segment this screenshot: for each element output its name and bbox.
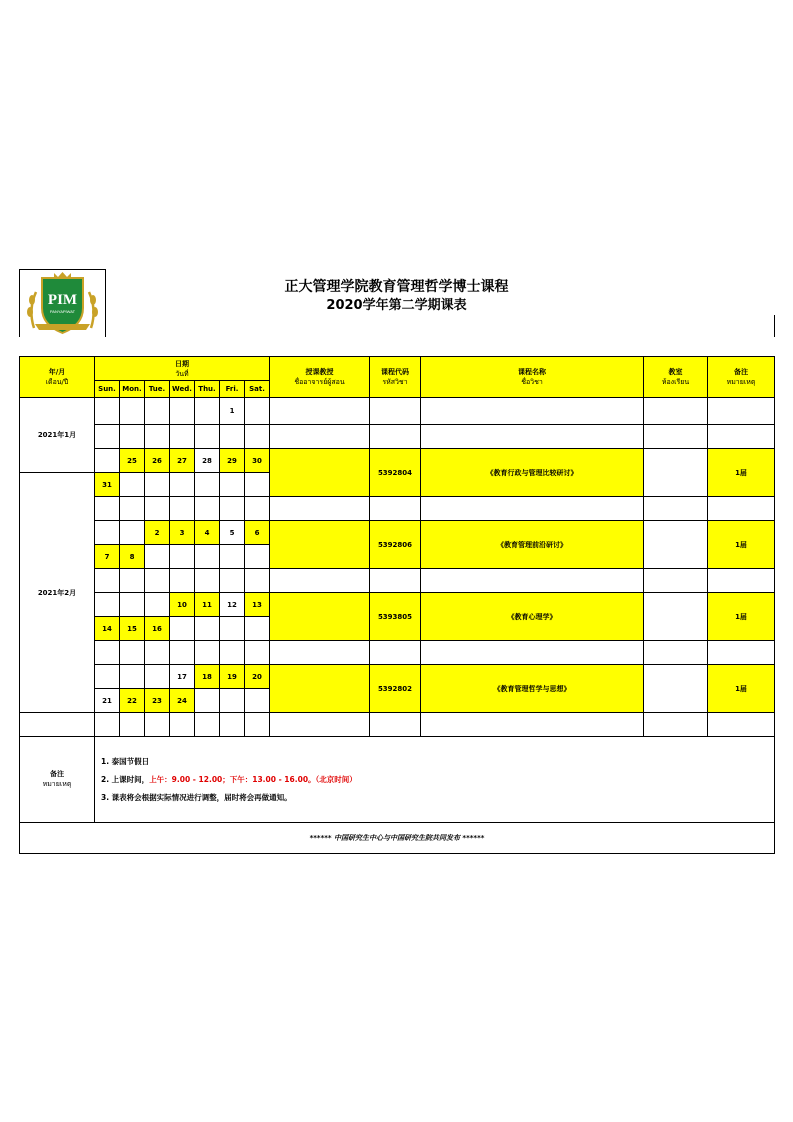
note-item-2: 2. 上课时间，上午：9.00 - 12.00；下午：13.00 - 16.00。（北京时间） — [101, 775, 357, 784]
day-cell — [170, 617, 195, 641]
day-cell: 27 — [170, 449, 195, 473]
day-cell: 2 — [145, 521, 170, 545]
day-cell — [245, 398, 270, 425]
day-header: Sat. — [245, 381, 270, 398]
day-cell: 13 — [245, 593, 270, 617]
table-row — [20, 593, 775, 617]
class-time: 上午：9.00 - 12.00；下午：13.00 - 16.00。（北京时间） — [149, 775, 357, 784]
day-cell — [120, 593, 145, 617]
day-cell — [95, 641, 120, 665]
page-title: 正大管理学院教育管理哲学博士课程 — [284, 279, 509, 295]
course-name: 《教育行政与管理比较研讨》 — [421, 449, 644, 497]
day-cell — [95, 665, 120, 689]
day-cell: 20 — [245, 665, 270, 689]
course-code: 5392806 — [370, 521, 421, 569]
room-cell — [644, 521, 708, 569]
day-header: Thu. — [195, 381, 220, 398]
day-cell — [95, 713, 120, 737]
day-cell — [220, 425, 245, 449]
day-cell — [145, 425, 170, 449]
day-cell: 19 — [220, 665, 245, 689]
day-cell: 22 — [120, 689, 145, 713]
note-item-3: 3. 课表将会根据实际情况进行调整，届时将会再做通知。 — [101, 793, 292, 802]
day-cell — [245, 689, 270, 713]
footer-text: ****** 中国研究生中心与中国研究生院共同发布 ****** — [20, 823, 775, 854]
day-cell — [95, 569, 120, 593]
course-remark: 1届 — [708, 593, 775, 641]
day-cell: 18 — [195, 665, 220, 689]
day-cell: 8 — [120, 545, 145, 569]
day-cell: 4 — [195, 521, 220, 545]
month-feb: 2021年2月 — [20, 473, 95, 713]
day-cell — [120, 713, 145, 737]
day-cell — [120, 473, 145, 497]
day-header: Fri. — [220, 381, 245, 398]
table-row — [20, 521, 775, 545]
day-cell — [220, 713, 245, 737]
day-cell — [195, 545, 220, 569]
day-cell: 12 — [220, 593, 245, 617]
empty-month-cell — [20, 713, 95, 737]
room-cell — [644, 449, 708, 497]
day-cell — [220, 617, 245, 641]
day-cell — [170, 545, 195, 569]
course-name: 《教育心理学》 — [421, 593, 644, 641]
room-cell — [644, 665, 708, 713]
day-cell — [120, 425, 145, 449]
day-cell: 1 — [220, 398, 245, 425]
day-cell: 30 — [245, 449, 270, 473]
notes-content — [95, 737, 775, 823]
day-cell — [170, 425, 195, 449]
day-cell — [195, 713, 220, 737]
day-cell — [170, 473, 195, 497]
day-cell — [95, 521, 120, 545]
day-cell: 10 — [170, 593, 195, 617]
day-cell — [145, 665, 170, 689]
table-row — [20, 665, 775, 689]
day-cell: 16 — [145, 617, 170, 641]
course-code: 5392802 — [370, 665, 421, 713]
day-cell — [245, 473, 270, 497]
day-cell — [220, 641, 245, 665]
day-cell — [245, 713, 270, 737]
day-cell — [195, 425, 220, 449]
col-course: 课程名称 ชื่อวิชา — [421, 357, 644, 398]
table-row — [20, 398, 775, 425]
table-row — [20, 713, 775, 737]
day-cell — [145, 713, 170, 737]
col-date: 日期 วันที่ — [95, 357, 270, 381]
day-cell: 26 — [145, 449, 170, 473]
col-room: 教室 ห้องเรียน — [644, 357, 708, 398]
day-cell — [170, 569, 195, 593]
day-cell: 29 — [220, 449, 245, 473]
day-cell — [220, 569, 245, 593]
day-cell: 28 — [195, 449, 220, 473]
day-header: Tue. — [145, 381, 170, 398]
day-cell — [145, 593, 170, 617]
day-cell — [145, 497, 170, 521]
day-cell — [120, 665, 145, 689]
day-cell — [195, 473, 220, 497]
day-cell — [95, 593, 120, 617]
day-cell — [245, 569, 270, 593]
day-header: Mon. — [120, 381, 145, 398]
month-jan: 2021年1月 — [20, 398, 95, 473]
day-cell — [220, 689, 245, 713]
day-cell: 3 — [170, 521, 195, 545]
logo-subtext: PANYAPIWAT — [49, 309, 76, 314]
day-cell — [220, 545, 245, 569]
day-cell — [195, 398, 220, 425]
day-cell — [120, 521, 145, 545]
day-cell — [170, 497, 195, 521]
header-right-line — [774, 315, 775, 337]
day-cell: 25 — [120, 449, 145, 473]
course-remark: 1届 — [708, 449, 775, 497]
day-cell: 15 — [120, 617, 145, 641]
logo-text: PIM — [47, 292, 78, 308]
table-row — [20, 449, 775, 473]
day-cell: 7 — [95, 545, 120, 569]
day-cell — [220, 473, 245, 497]
table-row — [20, 425, 775, 449]
day-cell — [145, 473, 170, 497]
note-item-1: 1. 泰国节假日 — [101, 757, 150, 766]
day-cell — [245, 617, 270, 641]
day-cell: 6 — [245, 521, 270, 545]
course-name: 《教育管理哲学与思想》 — [421, 665, 644, 713]
day-cell: 31 — [95, 473, 120, 497]
schedule-table — [19, 356, 775, 854]
day-cell — [95, 449, 120, 473]
day-cell — [195, 569, 220, 593]
day-cell — [195, 641, 220, 665]
course-remark: 1届 — [708, 521, 775, 569]
day-cell — [95, 425, 120, 449]
day-cell — [95, 398, 120, 425]
day-cell: 17 — [170, 665, 195, 689]
table-row — [20, 569, 775, 593]
day-header: Wed. — [170, 381, 195, 398]
day-cell — [145, 545, 170, 569]
day-cell — [245, 545, 270, 569]
day-cell — [120, 569, 145, 593]
teacher-cell — [270, 593, 370, 641]
col-teacher: 授课教授 ชื่ออาจารย์ผู้สอน — [270, 357, 370, 398]
day-cell — [170, 398, 195, 425]
day-cell — [195, 617, 220, 641]
day-cell — [245, 425, 270, 449]
day-cell: 11 — [195, 593, 220, 617]
teacher-cell — [270, 665, 370, 713]
day-cell — [95, 497, 120, 521]
day-cell — [145, 398, 170, 425]
teacher-cell — [270, 449, 370, 497]
page-subtitle: 2020学年第二学期课表 — [326, 298, 467, 313]
day-cell — [120, 641, 145, 665]
room-cell — [644, 593, 708, 641]
day-cell — [195, 497, 220, 521]
day-cell — [120, 398, 145, 425]
day-cell: 24 — [170, 689, 195, 713]
course-code: 5392804 — [370, 449, 421, 497]
day-header: Sun. — [95, 381, 120, 398]
course-remark: 1届 — [708, 665, 775, 713]
col-year-month: 年/月 เดือน/ปี — [20, 357, 95, 398]
col-code: 课程代码 รหัสวิชา — [370, 357, 421, 398]
table-row — [20, 641, 775, 665]
day-cell: 21 — [95, 689, 120, 713]
day-cell — [220, 497, 245, 521]
course-code: 5393805 — [370, 593, 421, 641]
day-cell — [245, 641, 270, 665]
day-cell — [145, 569, 170, 593]
day-cell — [195, 689, 220, 713]
day-cell: 14 — [95, 617, 120, 641]
col-remark: 备注 หมายเหตุ — [708, 357, 775, 398]
table-row — [20, 497, 775, 521]
day-cell: 23 — [145, 689, 170, 713]
notes-label: 备注 หมายเหตุ — [20, 737, 95, 823]
day-cell — [170, 641, 195, 665]
teacher-cell — [270, 521, 370, 569]
day-cell — [245, 497, 270, 521]
day-cell — [120, 497, 145, 521]
course-name: 《教育管理前沿研讨》 — [421, 521, 644, 569]
day-cell: 5 — [220, 521, 245, 545]
day-cell — [145, 641, 170, 665]
day-cell — [170, 713, 195, 737]
